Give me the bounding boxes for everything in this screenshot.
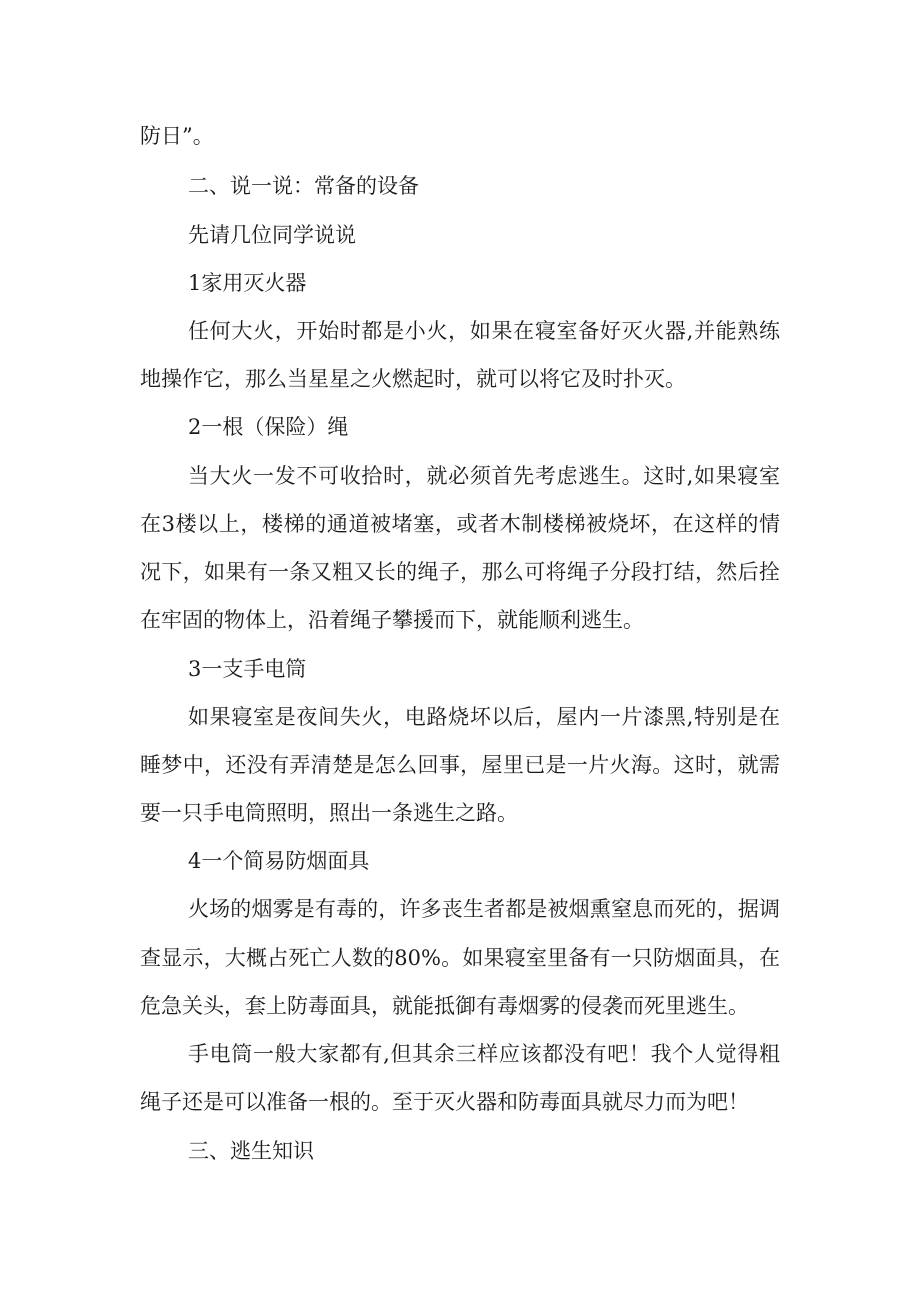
heading-text: 4一个简易防烟面具 bbox=[188, 849, 370, 873]
paragraph-line bbox=[0, 1087, 920, 1117]
paragraph-line bbox=[0, 798, 920, 828]
paragraph-line bbox=[0, 461, 920, 491]
heading-text: 三、逃生知识 bbox=[188, 1139, 314, 1163]
text-line: 睡梦中，还没有弄清楚是怎么回事，屋里已是一片火海。这时，就需 bbox=[140, 753, 780, 777]
heading-text: 1家用灭火器 bbox=[188, 271, 307, 295]
text-line: 绳子还是可以准备一根的。至于灭火器和防毒面具就尽力而为吧！ bbox=[140, 1090, 749, 1114]
paragraph-line bbox=[0, 894, 920, 924]
heading-text: 二、说一说：常备的设备 bbox=[188, 174, 419, 198]
section-heading bbox=[0, 1136, 920, 1166]
heading-text: 3一支手电筒 bbox=[188, 657, 307, 681]
item-heading bbox=[0, 412, 920, 442]
paragraph-line bbox=[0, 991, 920, 1021]
paragraph-line bbox=[0, 220, 920, 250]
section-heading bbox=[0, 171, 920, 201]
paragraph-line bbox=[0, 364, 920, 394]
text-line: 查显示，大概占死亡人数的80%。如果寝室里备有一只防烟面具，在 bbox=[140, 946, 780, 970]
paragraph-line bbox=[0, 509, 920, 539]
text-line: 任何大火，开始时都是小火，如果在寝室备好灭火器,并能熟练 bbox=[188, 319, 780, 343]
heading-text: 2一根（保险）绳 bbox=[188, 415, 349, 439]
text-line: 先请几位同学说说 bbox=[188, 223, 356, 247]
text-line: 危急关头，套上防毒面具，就能抵御有毒烟雾的侵袭而死里逃生。 bbox=[140, 994, 749, 1018]
item-heading bbox=[0, 654, 920, 684]
text-line: 要一只手电筒照明，照出一条逃生之路。 bbox=[140, 801, 518, 825]
text-line: 在牢固的物体上，沿着绳子攀援而下，就能顺利逃生。 bbox=[140, 608, 644, 632]
item-heading bbox=[0, 846, 920, 876]
paragraph-line bbox=[0, 943, 920, 973]
paragraph-line bbox=[0, 316, 920, 346]
text-line: 火场的烟雾是有毒的，许多丧生者都是被烟熏窒息而死的，据调 bbox=[188, 897, 780, 921]
paragraph-line bbox=[0, 121, 920, 151]
paragraph-line bbox=[0, 557, 920, 587]
paragraph-line bbox=[0, 605, 920, 635]
paragraph-line bbox=[0, 750, 920, 780]
text-line: 当大火一发不可收拾时，就必须首先考虑逃生。这时,如果寝室 bbox=[188, 464, 780, 488]
item-heading bbox=[0, 268, 920, 298]
text-line: 如果寝室是夜间失火，电路烧坏以后，屋内一片漆黑,特别是在 bbox=[188, 705, 780, 729]
text-line: 手电筒一般大家都有,但其余三样应该都没有吧！我个人觉得粗 bbox=[188, 1042, 780, 1066]
paragraph-line bbox=[0, 702, 920, 732]
text-line: 地操作它，那么当星星之火燃起时，就可以将它及时扑灭。 bbox=[140, 367, 686, 391]
paragraph-line bbox=[0, 1039, 920, 1069]
text-line: 在3楼以上，楼梯的通道被堵塞，或者木制楼梯被烧坏，在这样的情 bbox=[140, 512, 780, 536]
text-line: 况下，如果有一条又粗又长的绳子，那么可将绳子分段打结，然后拴 bbox=[140, 560, 780, 584]
text-line: 防日”。 bbox=[140, 124, 214, 148]
